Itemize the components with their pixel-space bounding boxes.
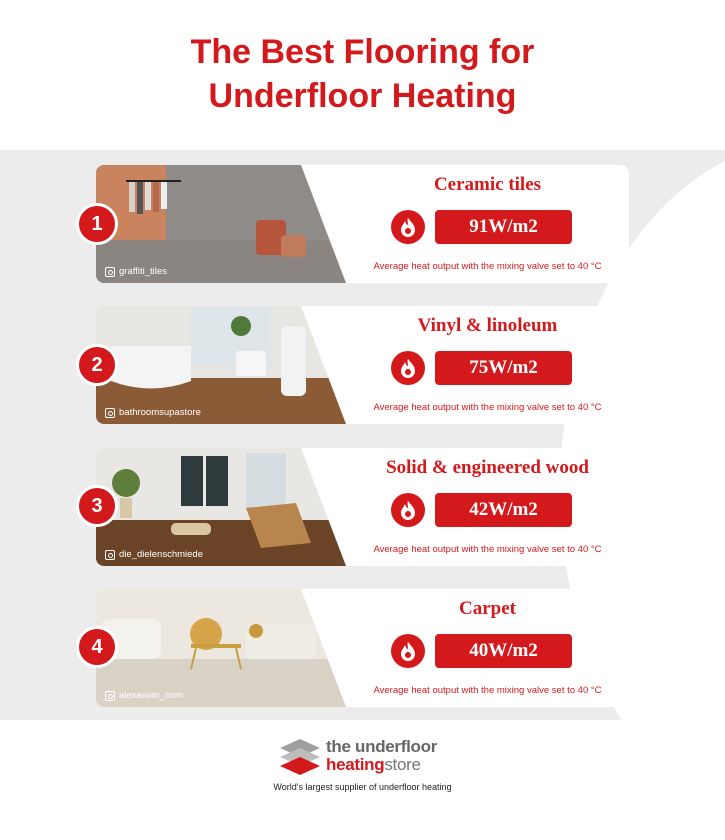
rank-badge-4: 4	[76, 626, 118, 668]
flooring-card-carpet	[96, 589, 629, 707]
tagline: World's largest supplier of underfloor heating	[273, 782, 452, 792]
flooring-card-wood	[96, 448, 629, 566]
photo-credit: die_dielenschmiede	[105, 549, 203, 560]
heat-output-value: 75W/m2	[435, 351, 572, 385]
instagram-icon	[105, 550, 115, 560]
photo-credit: bathroomsupastore	[105, 407, 201, 418]
title-line-1: The Best Flooring for	[190, 33, 535, 71]
card-title: Solid & engineered wood	[386, 457, 589, 478]
card-title: Carpet	[459, 598, 516, 619]
photo-ceramic-tiles	[96, 165, 346, 283]
photo-carpet	[96, 589, 346, 707]
flame-icon	[391, 210, 425, 244]
instagram-icon	[105, 691, 115, 701]
heat-output-value: 42W/m2	[435, 493, 572, 527]
photo-credit: graffiti_tiles	[105, 266, 167, 277]
heat-output-value: 91W/m2	[435, 210, 572, 244]
heat-output-note: Average heat output with the mixing valve set to 40 °C	[373, 261, 602, 272]
instagram-icon	[105, 267, 115, 277]
instagram-icon	[105, 408, 115, 418]
heat-output-note: Average heat output with the mixing valve set to 40 °C	[373, 685, 602, 696]
logo-mark-icon	[278, 737, 322, 777]
flame-icon	[391, 634, 425, 668]
flame-icon	[391, 351, 425, 385]
logo-text-line-1: the underfloor	[326, 737, 438, 756]
photo-solid-wood	[96, 448, 346, 566]
rank-badge-2: 2	[76, 344, 118, 386]
heat-output-value: 40W/m2	[435, 634, 572, 668]
photo-vinyl-linoleum	[96, 306, 346, 424]
card-title: Vinyl & linoleum	[417, 315, 558, 336]
title-line-2: Underfloor Heating	[208, 77, 517, 115]
flooring-card-vinyl	[96, 306, 629, 424]
heat-output-note: Average heat output with the mixing valve set to 40 °C	[373, 402, 602, 413]
rank-badge-1: 1	[76, 203, 118, 245]
flame-icon	[391, 493, 425, 527]
card-title: Ceramic tiles	[433, 174, 542, 195]
page-title	[0, 30, 725, 118]
heat-output-note: Average heat output with the mixing valve set to 40 °C	[373, 544, 602, 555]
logo-text-line-2: heatingstore	[326, 755, 421, 774]
photo-credit: alexanian_com	[105, 690, 183, 701]
flooring-card-ceramic	[96, 165, 629, 283]
rank-badge-3: 3	[76, 485, 118, 527]
